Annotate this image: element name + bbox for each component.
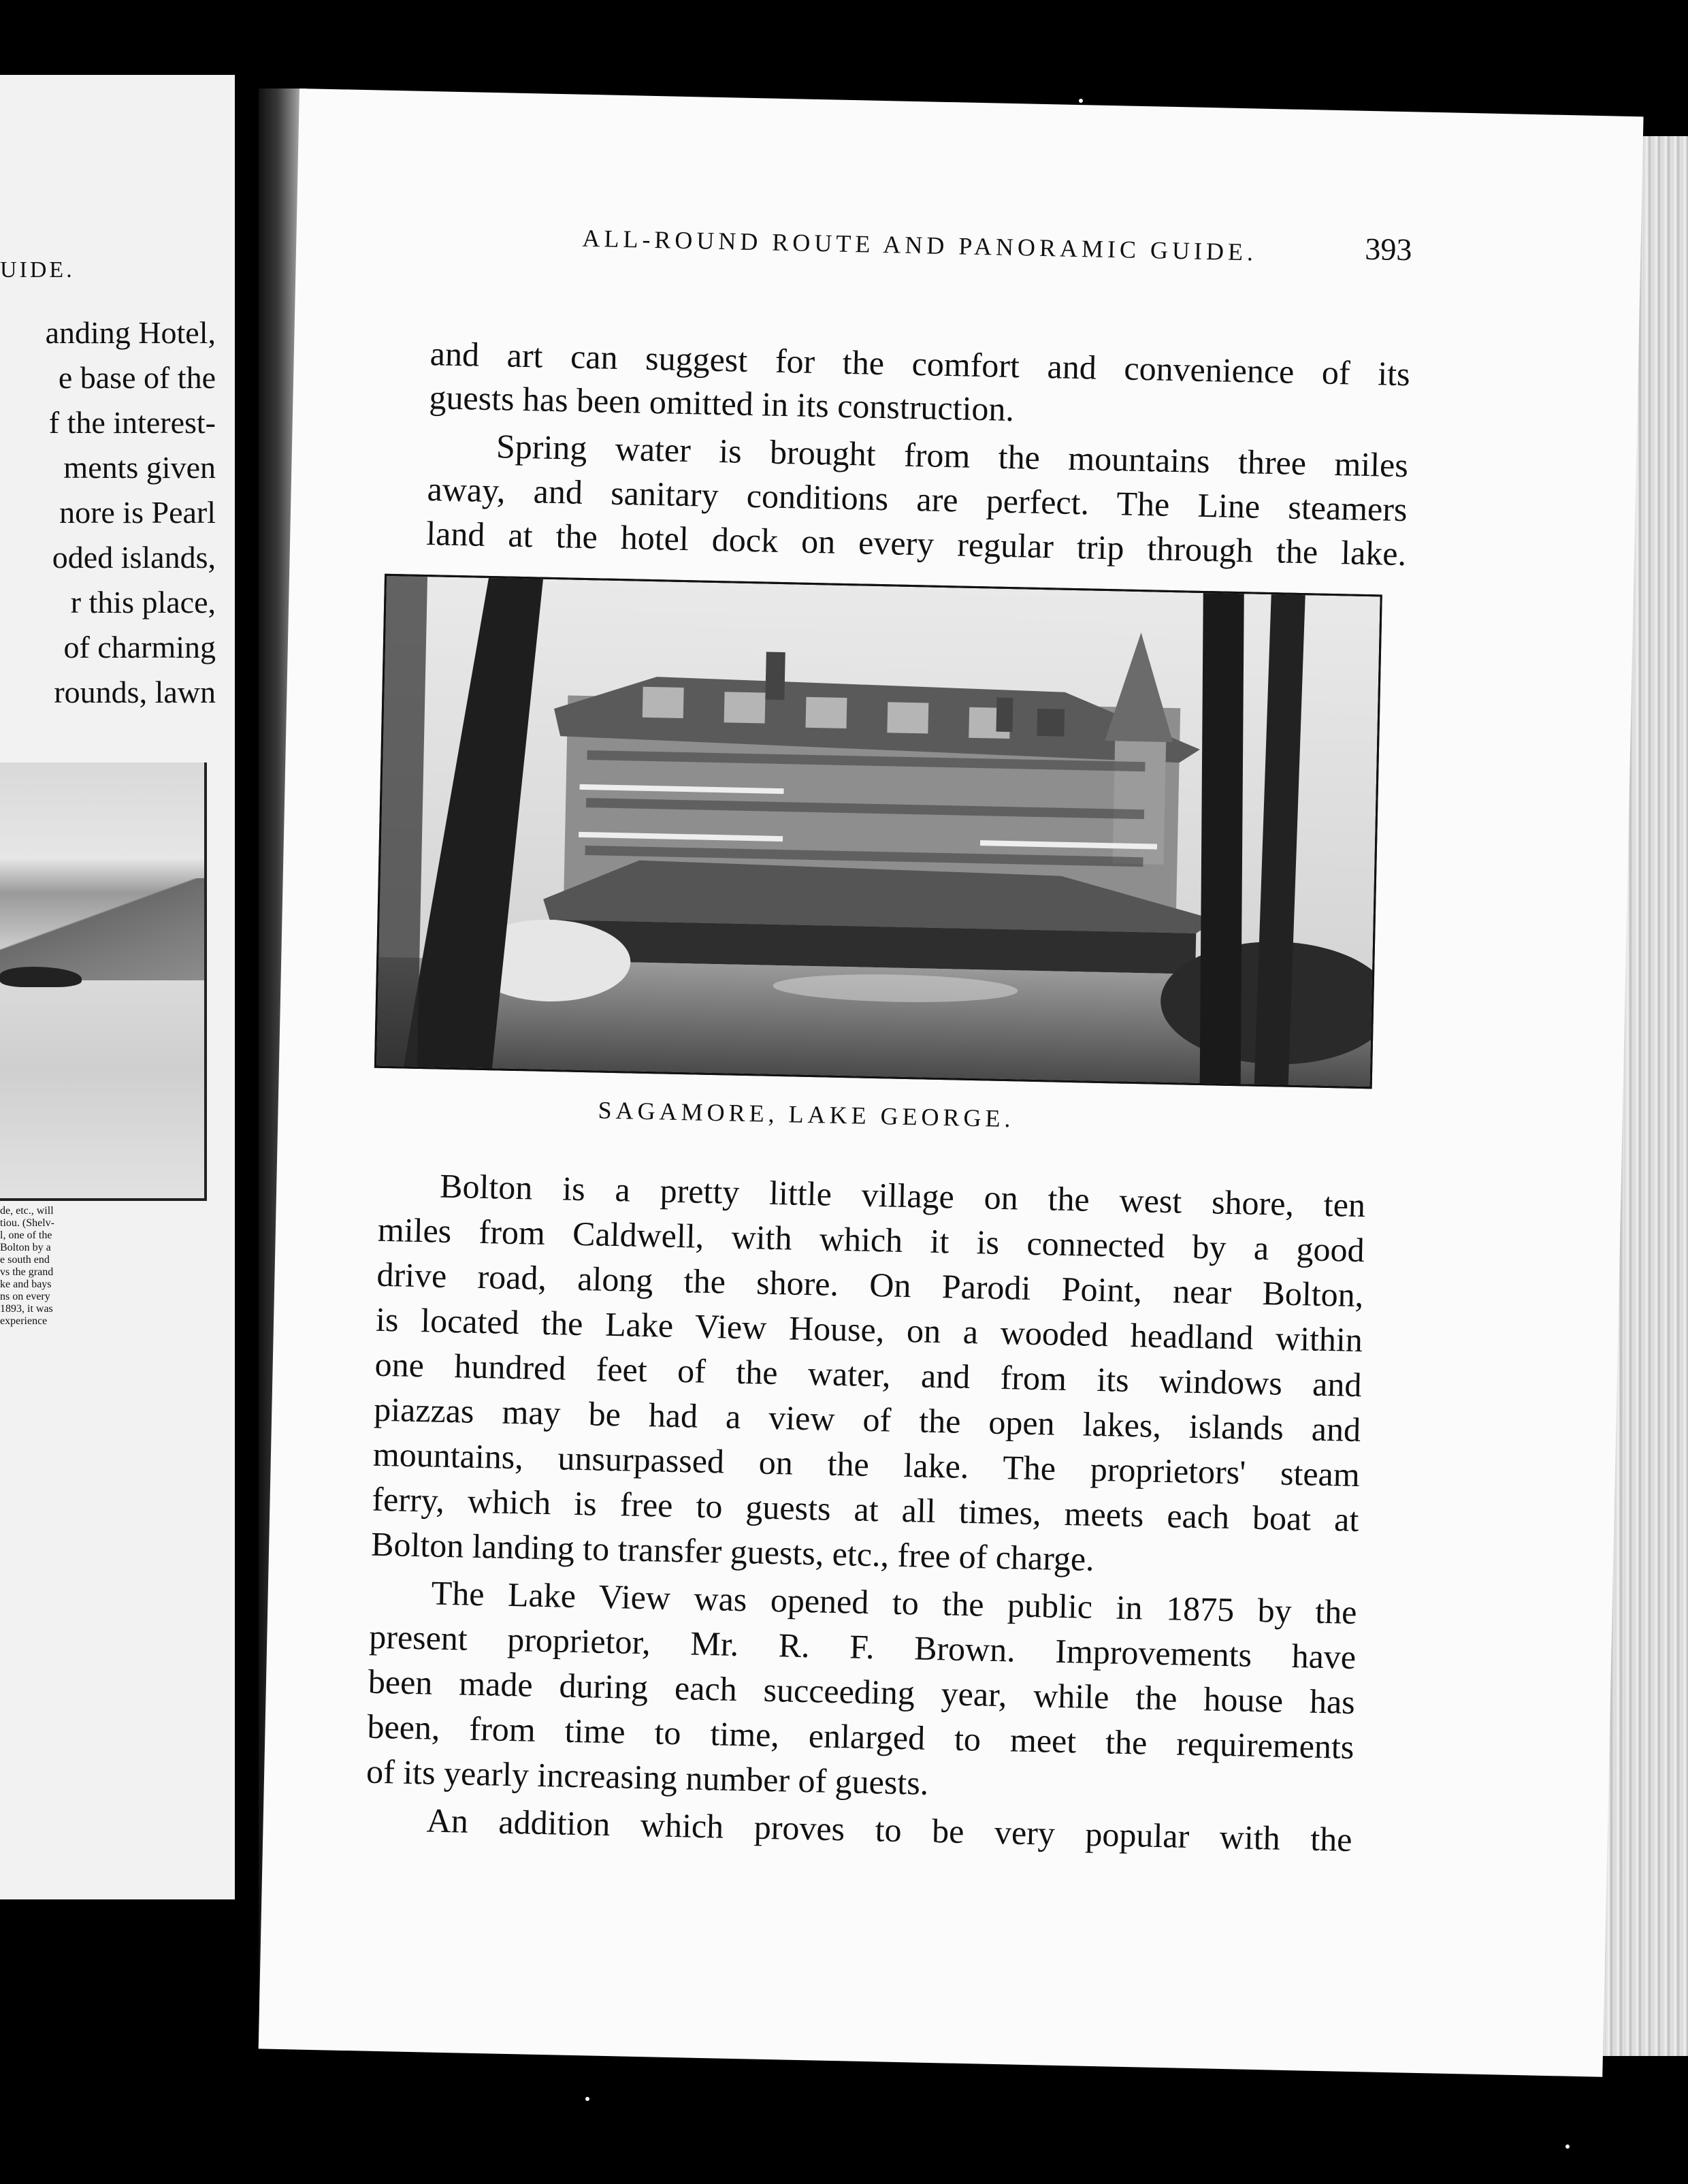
body-line: Bolton landing to transfer guests, etc., free of charge.: [370, 1524, 1095, 1578]
left-line: e base of the: [58, 360, 216, 395]
left-page: [0, 75, 235, 1205]
left-line: e south end: [0, 1254, 50, 1266]
body-line: away, and sanitary conditions are perfect. The Line steamers: [427, 470, 1408, 529]
left-line: experience: [0, 1315, 48, 1327]
photo-caption: SAGAMORE, LAKE GEORGE.: [598, 1096, 1015, 1133]
body-line: Spring water is brought from the mountains three miles: [496, 427, 1409, 485]
left-running-head: UIDE.: [0, 257, 75, 283]
body-line: miles from Caldwell, with which it is connected by a good: [377, 1210, 1365, 1270]
left-line: l, one of the: [0, 1230, 52, 1241]
mountain-shape: [0, 878, 204, 980]
hotel-illustration: [376, 576, 1380, 1087]
left-line: ns on every: [0, 1291, 50, 1302]
body-line: ferry, which is free to guests at all times, meets each boat at: [372, 1479, 1359, 1539]
body-line: been made during each succeeding year, while the house has: [368, 1662, 1356, 1721]
dust-speck: [1079, 99, 1083, 103]
body-line: Bolton is a pretty little village on the west shore, ten: [439, 1166, 1366, 1225]
left-line: ke and bays: [0, 1279, 52, 1290]
left-line: rounds, lawn: [54, 675, 216, 709]
left-line: anding Hotel,: [45, 315, 216, 350]
left-line: tiou. (Shelv-: [0, 1217, 54, 1229]
page-number: 393: [1364, 231, 1412, 268]
lake-photo: [0, 762, 207, 1201]
body-line: present proprietor, Mr. R. F. Brown. Improvements have: [368, 1617, 1357, 1677]
left-line: ments given: [63, 450, 216, 485]
running-head: ALL-ROUND ROUTE AND PANORAMIC GUIDE.: [582, 224, 1258, 266]
body-line: mountains, unsurpassed on the lake. The proprietors' steam: [372, 1434, 1361, 1494]
left-line: de, etc., will: [0, 1205, 54, 1217]
body-line: been, from time to time, enlarged to meet the requirements: [367, 1707, 1354, 1766]
left-line: 1893, it was: [0, 1303, 53, 1315]
body-line: and art can suggest for the comfort and convenience of its: [429, 334, 1411, 394]
dust-speck: [585, 2097, 589, 2101]
left-line: Bolton by a: [0, 1242, 51, 1253]
body-line: drive road, along the shore. On Parodi Point, near Bolton,: [376, 1255, 1364, 1315]
body-line: one hundred feet of the water, and from its windows and: [374, 1345, 1363, 1404]
left-line: r this place,: [70, 585, 216, 620]
left-page-lower: [0, 1205, 235, 1899]
left-line: oded islands,: [52, 540, 216, 575]
body-line: An addition which proves to be very popular with the: [426, 1801, 1353, 1859]
body-line: piazzas may be had a view of the open lakes, islands and: [373, 1390, 1361, 1449]
hotel-photo: [374, 574, 1382, 1089]
body-line: The Lake View was opened to the public in 1875 by the: [431, 1573, 1358, 1632]
right-page: [259, 89, 1644, 2077]
body-line: is located the Lake View House, on a wooded headland within: [375, 1300, 1363, 1360]
left-line: f the interest-: [48, 405, 216, 440]
left-line: nore is Pearl: [59, 495, 216, 530]
left-line: of charming: [63, 630, 216, 664]
left-line: vs the grand: [0, 1266, 54, 1278]
body-line: guests has been omitted in its construction.: [428, 378, 1015, 429]
body-line: land at the hotel dock on every regular trip through the lake.: [425, 514, 1407, 573]
dust-speck: [1565, 2145, 1570, 2149]
body-line: of its yearly increasing number of guests.: [366, 1752, 929, 1802]
